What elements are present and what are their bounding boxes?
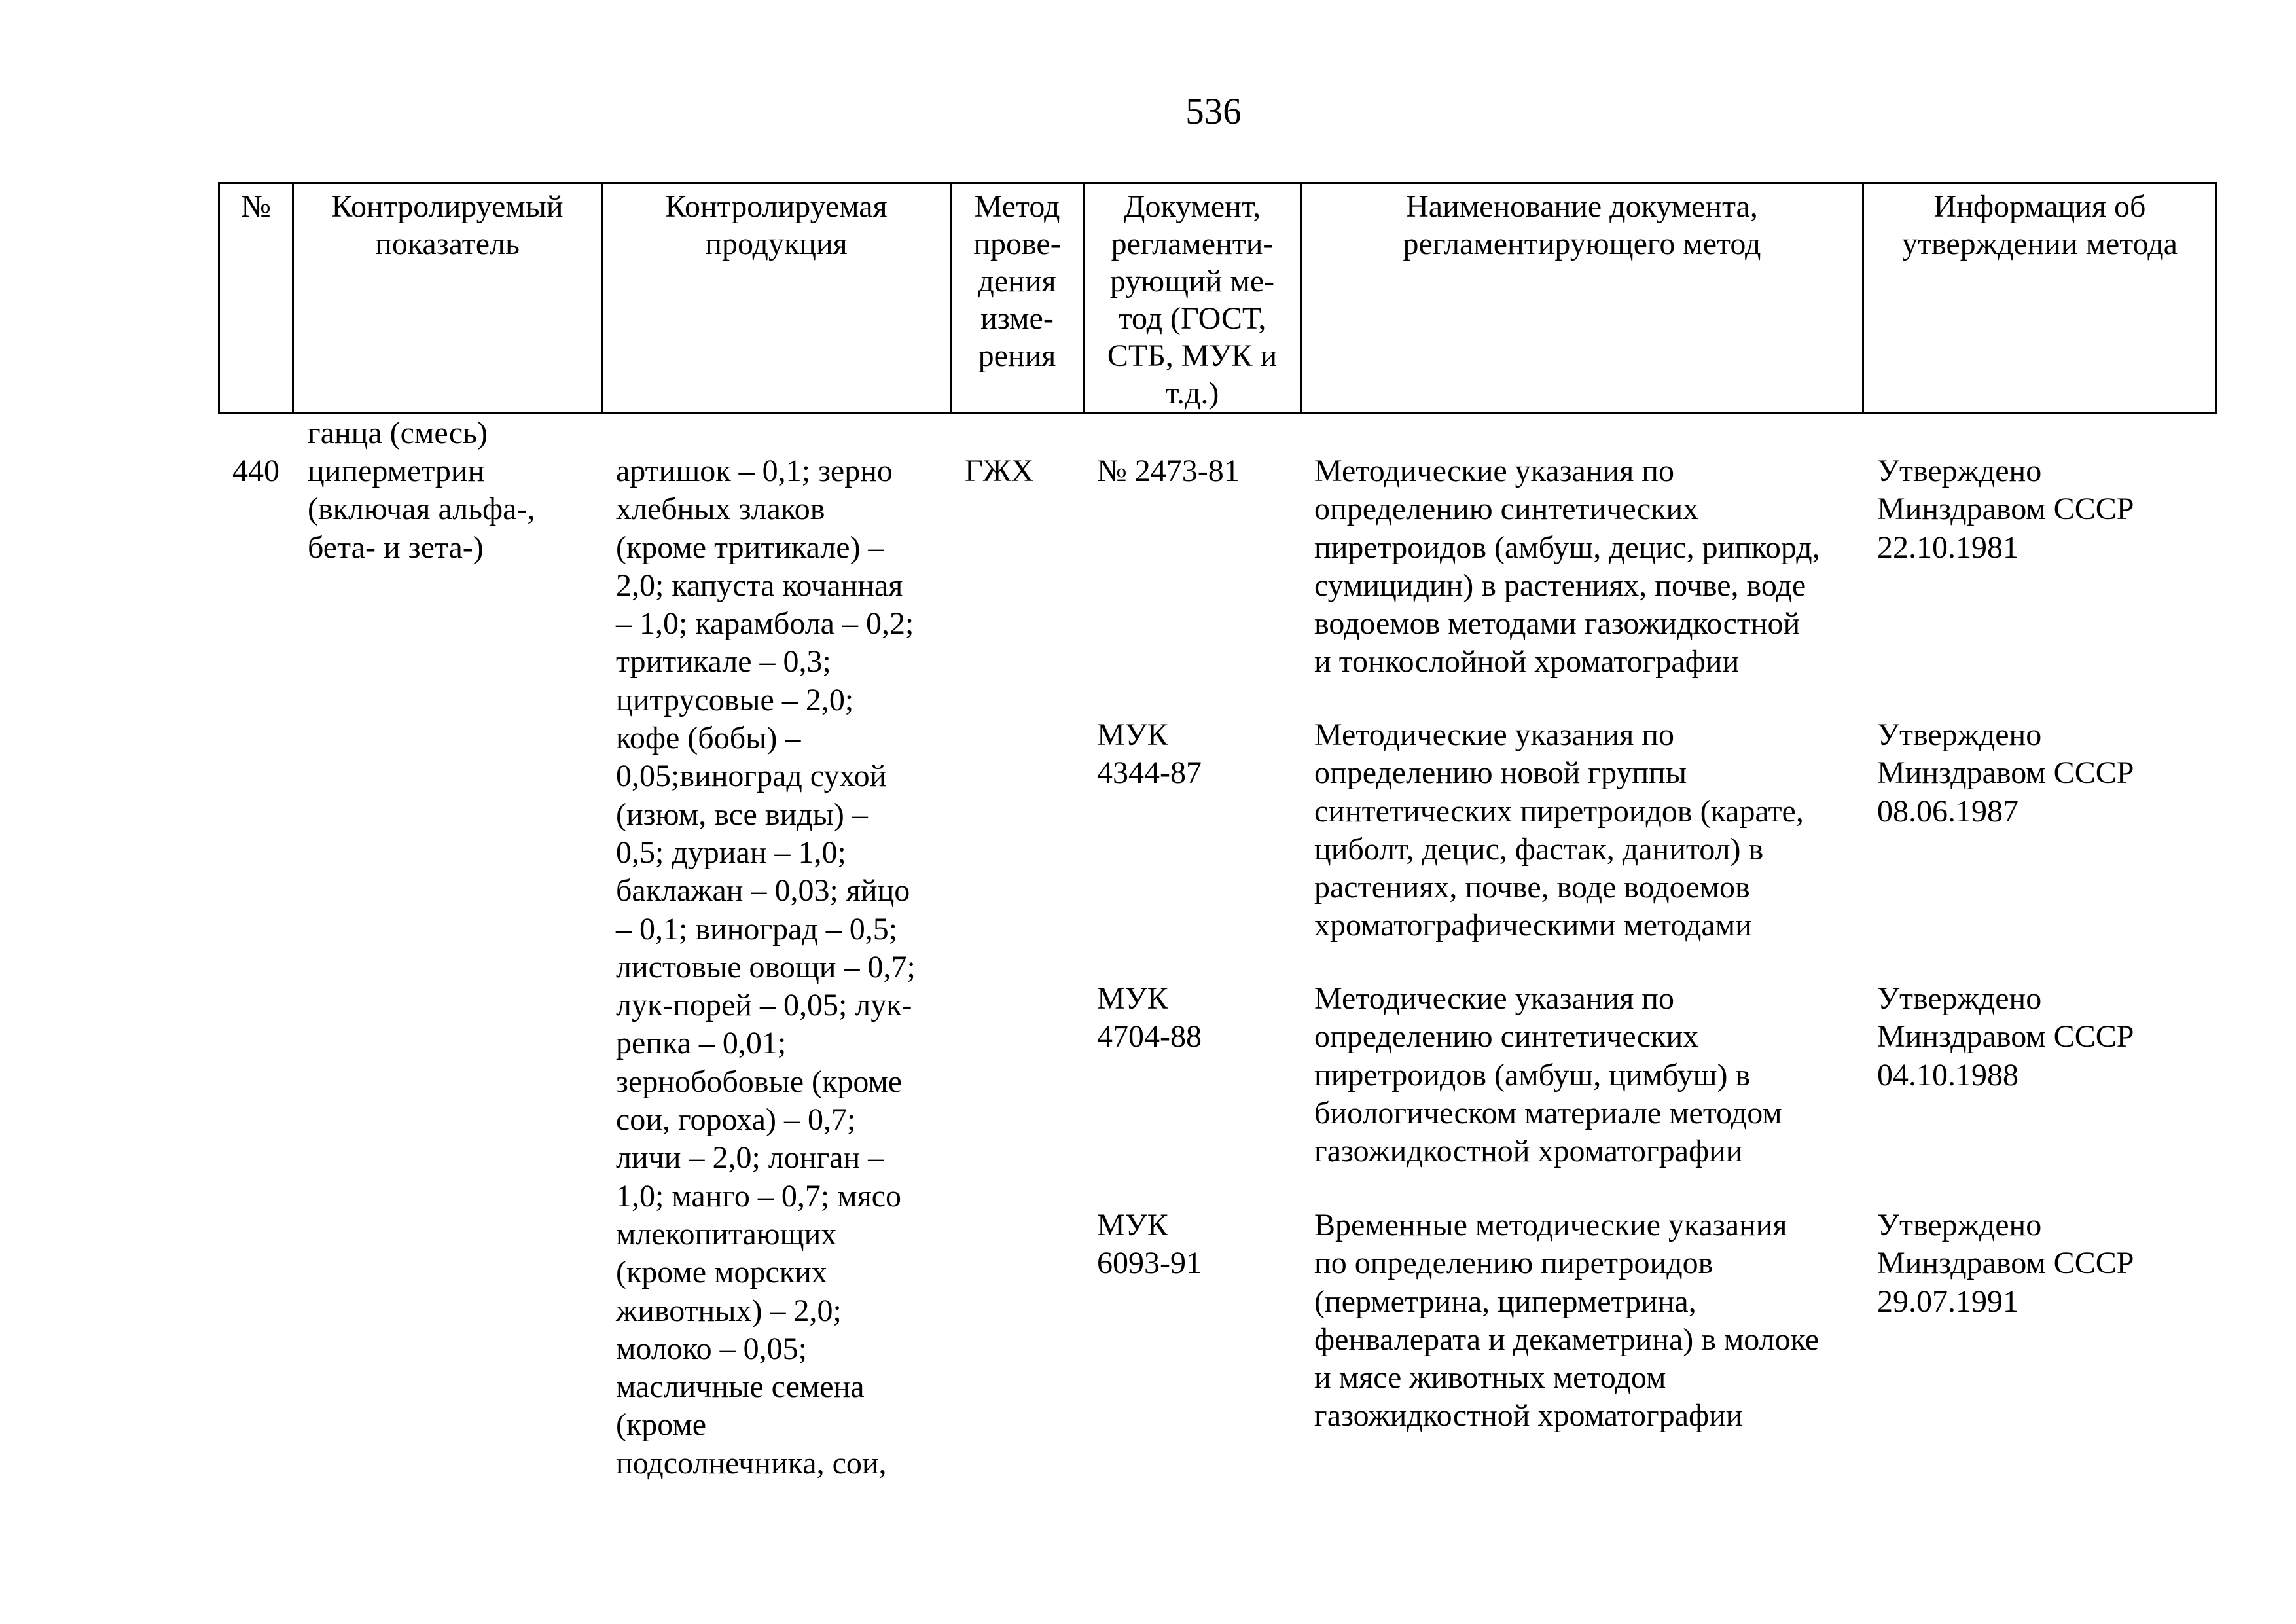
product-line: лук-порей – 0,05; лук- — [616, 988, 912, 1023]
product-line: кофе (бобы) – — [616, 721, 801, 756]
product-line: (кроме тритикале) – — [616, 530, 884, 565]
header-document-name: Наименование документа, регламентирующего метод — [1301, 183, 1863, 413]
document-code: МУК 6093-91 — [1097, 1208, 1202, 1281]
product-line: (кроме морских — [616, 1255, 827, 1290]
product-line: – 0,1; виноград – 0,5; — [616, 911, 898, 947]
product-line: – 1,0; карамбола – 0,2; — [616, 606, 914, 641]
product-line: млекопитающих — [616, 1216, 837, 1252]
product-line: хлебных злаков — [616, 492, 825, 527]
document-name: Временные методические указания по определению пиретроидов (перметрина, циперметрина, фенвалерата и декаметрина) в молоке и мясе животных методом газожидкостной хроматографии — [1314, 1208, 1820, 1434]
product-line: 1,0; манго – 0,7; мясо — [616, 1178, 901, 1214]
product-line: 2,0; капуста кочанная — [616, 568, 903, 603]
document-code: МУК 4704-88 — [1097, 981, 1202, 1055]
product-line: масличные семена — [616, 1369, 865, 1405]
approval-info: Утверждено Минздравом СССР 22.10.1981 — [1877, 454, 2134, 565]
header-document: Документ, регламенти- рующий ме- тод (ГОСТ, СТБ, МУК и т.д.) — [1084, 183, 1301, 413]
product-line: животных) – 2,0; — [616, 1293, 842, 1328]
product-line: 0,05;виноград сухой — [616, 759, 887, 794]
table-header — [218, 182, 2217, 414]
product-line: цитрусовые – 2,0; — [616, 682, 854, 717]
product-line: личи – 2,0; лонган – — [616, 1140, 884, 1176]
product-cell — [616, 452, 916, 1483]
product-line: молоко – 0,05; — [616, 1331, 807, 1366]
product-line: тритикале – 0,3; — [616, 644, 831, 679]
product-line: 0,5; дуриан – 1,0; — [616, 835, 846, 870]
page-number: 536 — [1185, 91, 1242, 132]
method-cell: ГЖХ — [965, 454, 1034, 488]
approval-info: Утверждено Минздравом СССР 29.07.1991 — [1877, 1208, 2134, 1319]
indicator-cell: циперметрин (включая альфа-, бета- и зета-) — [308, 454, 535, 565]
product-line: артишок – 0,1; зерно — [616, 454, 893, 488]
product-line: (кроме — [616, 1407, 707, 1443]
approval-info: Утверждено Минздравом СССР 04.10.1988 — [1877, 981, 2134, 1092]
header-approval: Информация об утверждении метода — [1863, 183, 2217, 413]
product-line: зернобобовые (кроме — [616, 1064, 903, 1099]
document-code: № 2473-81 — [1097, 454, 1240, 488]
product-line: подсолнечника, сои, — [616, 1445, 887, 1481]
row-number: 440 — [232, 454, 279, 488]
product-line: баклажан – 0,03; яйцо — [616, 873, 910, 909]
continuation-text: ганца (смесь) — [308, 416, 488, 450]
product-line: листовые овощи – 0,7; — [616, 949, 916, 984]
document-name: Методические указания по определению синтетических пиретроидов (амбуш, децис, рипкорд, сумицидин) в растениях, почве, воде водоемов методами газожидкостной и тонкослойной хроматографии — [1314, 454, 1820, 679]
product-line: сои, гороха) – 0,7; — [616, 1102, 856, 1138]
header-product: Контролируемая продукция — [602, 183, 951, 413]
header-indicator: Контролируемый показатель — [293, 183, 602, 413]
header-method: Метод прове- дения изме- рения — [951, 183, 1084, 413]
document-name: Методические указания по определению синтетических пиретроидов (амбуш, цимбуш) в биологическом материале методом газожидкостной хроматографии — [1314, 981, 1782, 1169]
document-code: МУК 4344-87 — [1097, 717, 1202, 791]
document-name: Методические указания по определению новой группы синтетических пиретроидов (карате, циболт, децис, фастак, данитол) в растениях, почве, воде водоемов хроматографическими методами — [1314, 717, 1804, 943]
header-number: № — [219, 183, 293, 413]
product-line: репка – 0,01; — [616, 1026, 787, 1061]
approval-info: Утверждено Минздравом СССР 08.06.1987 — [1877, 717, 2134, 829]
product-line: (изюм, все виды) – — [616, 797, 868, 832]
